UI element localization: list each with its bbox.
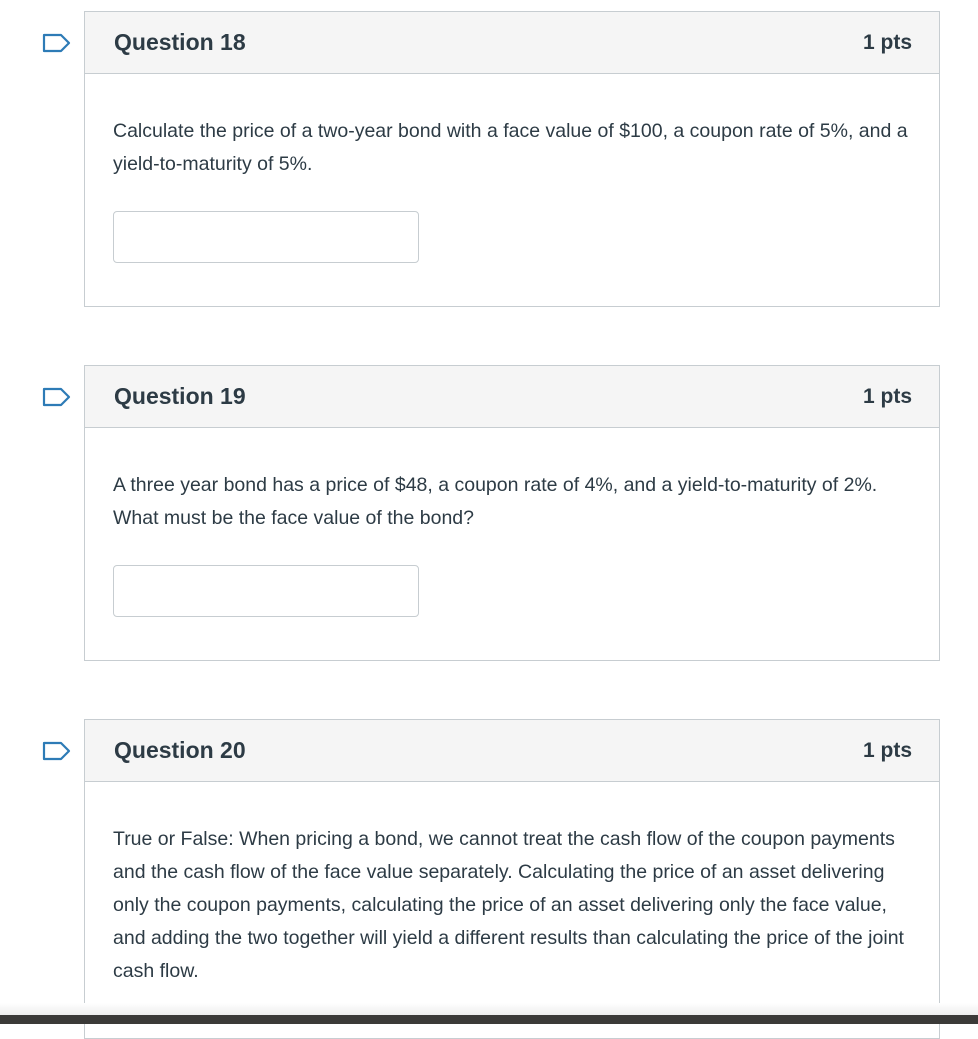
- bottom-taskbar-edge: [0, 1015, 978, 1024]
- question-card-19: [84, 365, 940, 661]
- question-title: Question 19: [114, 383, 246, 409]
- question-title: Question 20: [114, 737, 246, 763]
- flag-question-icon[interactable]: [42, 741, 72, 761]
- question-card-18: [84, 11, 940, 307]
- question-header: [85, 720, 939, 782]
- question-body: [85, 74, 939, 263]
- question-body: [85, 428, 939, 617]
- question-header: [85, 12, 939, 74]
- question-points: 1 pts: [862, 30, 912, 54]
- answer-input[interactable]: [113, 211, 419, 263]
- question-card-20: [84, 719, 940, 1039]
- question-text: A three year bond has a price of $48, a coupon rate of 4%, and a yield-to-maturity of 2%. What must be the face value of the bond?: [113, 474, 878, 529]
- question-points: 1 pts: [862, 384, 912, 408]
- question-text: Calculate the price of a two-year bond with a face value of $100, a coupon rate of 5%, and a yield-to-maturity of 5%.: [113, 120, 908, 175]
- question-body: [85, 782, 939, 988]
- flag-question-icon[interactable]: [42, 33, 72, 53]
- question-title: Question 18: [114, 29, 246, 55]
- bottom-fade: [0, 1003, 978, 1015]
- question-text: True or False: When pricing a bond, we cannot treat the cash flow of the coupon payments and the cash flow of the face value separately. Calculating the price of an asset delivering only the coupon payments, calculating the price of an asset delivering only the face value, and adding the two together will yield a different results than calculating the price of the joint cash flow.: [113, 828, 904, 982]
- question-header: [85, 366, 939, 428]
- flag-question-icon[interactable]: [42, 387, 72, 407]
- question-points: 1 pts: [862, 738, 912, 762]
- answer-input[interactable]: [113, 565, 419, 617]
